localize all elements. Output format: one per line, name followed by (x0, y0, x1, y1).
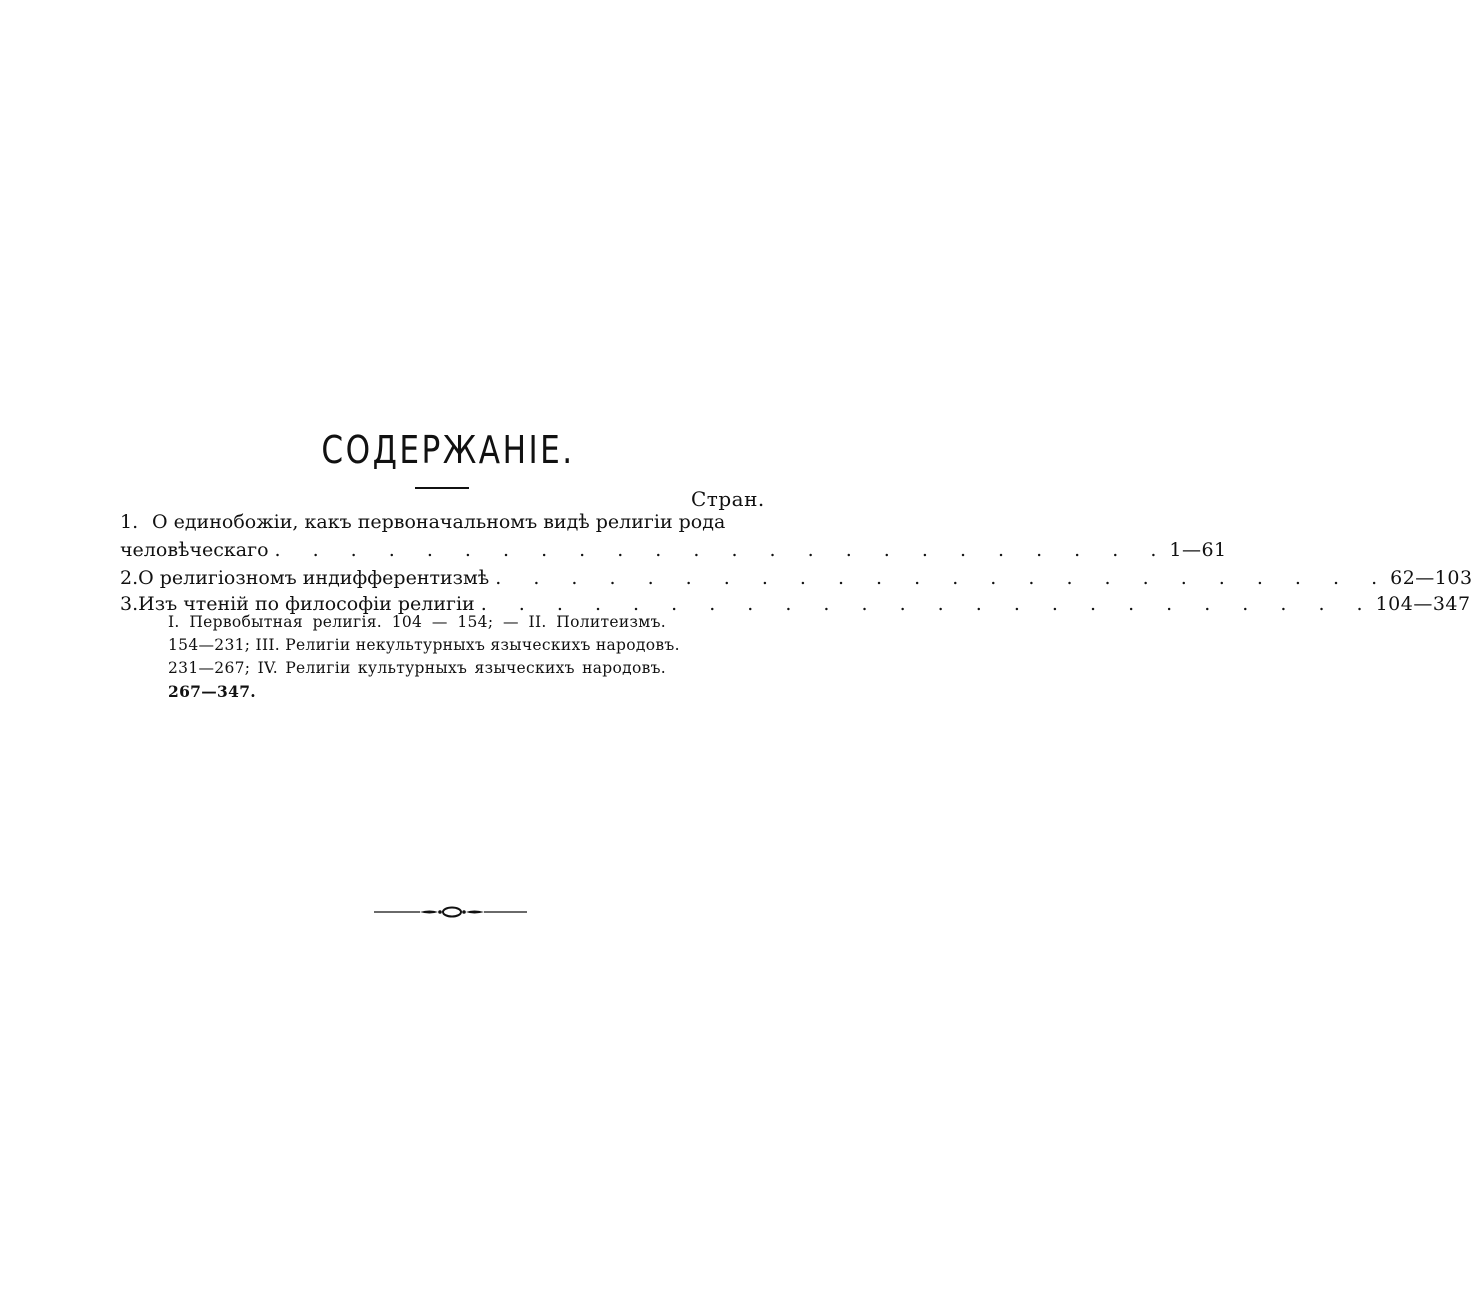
leader-dots: . . . . . . . . . . . . . . . . . . . . . . . . (495, 567, 1391, 589)
subentry-line: 154—231; III. Религiи некультурныхъ языческихъ народовъ. (168, 636, 680, 654)
subentry-line: I. Первобытная религiя. 104 — 154; — II. Политеизмъ. (168, 613, 666, 631)
entry-number: 3. (120, 593, 139, 615)
subentry-line: 231—267; IV. Религiи культурныхъ языческихъ народовъ. (168, 659, 666, 677)
entry-title-continuation: человѣческаго (120, 539, 269, 561)
leader-dots: . . . . . . . . . . . . . . . . . . . . . . . . (480, 593, 1376, 615)
pages-column-header: Стран. (691, 487, 765, 511)
entry-title: Изъ чтенiй по философiи религiи (138, 593, 475, 615)
toc-entry-1 (120, 508, 770, 536)
toc-entry-2 (120, 564, 1473, 592)
toc-entry-1-continuation (120, 536, 1227, 564)
entry-pages: 1—61 (1169, 539, 1227, 561)
page-title: СОДЕРЖАНIЕ. (321, 428, 575, 472)
entry-title: О единобожiи, какъ первоначальномъ видѣ религiи рода (152, 511, 726, 533)
leader-dots: . . . . . . . . . . . . . . . . . . . . . . . . (274, 539, 1170, 561)
subentry-line: 267—347. (168, 682, 257, 701)
title-rule (415, 487, 469, 489)
ornament-divider (372, 900, 532, 924)
entry-pages: 62—103 (1390, 567, 1473, 589)
toc-subentries (168, 611, 680, 703)
entry-title: О религiозномъ индифферентизмѣ (138, 567, 490, 589)
entry-pages: 104—347 (1375, 593, 1471, 615)
entry-number: 1. (120, 511, 139, 533)
entry-number: 2. (120, 567, 139, 589)
